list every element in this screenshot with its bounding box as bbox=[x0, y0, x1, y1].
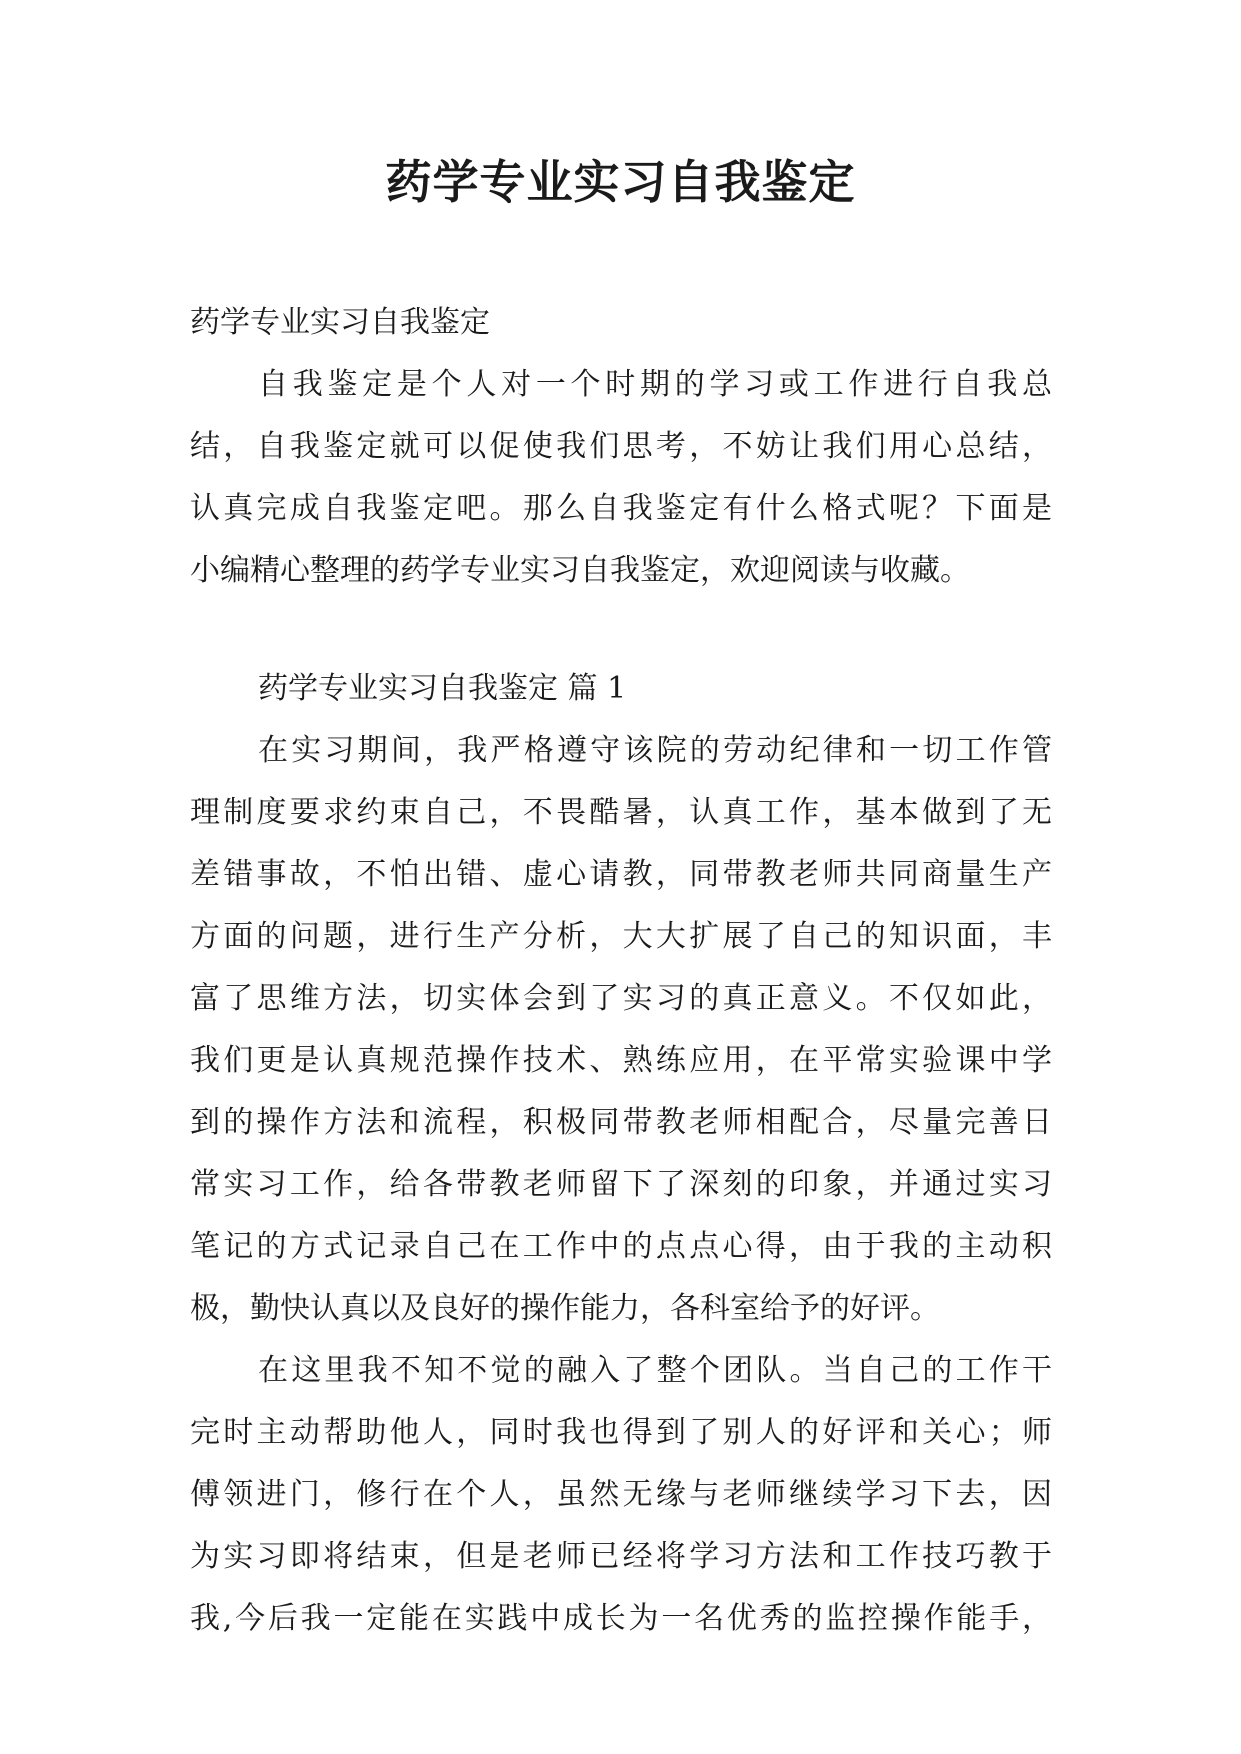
paragraph-line: 在实习期间，我严格遵守该院的劳动纪律和一切工作管 bbox=[258, 733, 1052, 768]
paragraph-line: 笔记的方式记录自己在工作中的点点心得，由于我的主动积 bbox=[190, 1229, 1052, 1264]
section-paragraph-1 bbox=[190, 720, 1052, 1340]
paragraph-gap bbox=[190, 602, 1052, 658]
paragraph-line: 常实习工作，给各带教老师留下了深刻的印象，并通过实习 bbox=[190, 1167, 1052, 1202]
paragraph-line: 到的操作方法和流程，积极同带教老师相配合，尽量完善日 bbox=[190, 1105, 1052, 1140]
paragraph-line: 在这里我不知不觉的融入了整个团队。当自己的工作干 bbox=[258, 1353, 1052, 1388]
paragraph-line: 富了思维方法，切实体会到了实习的真正意义。不仅如此， bbox=[190, 981, 1052, 1016]
section-paragraph-2 bbox=[190, 1340, 1052, 1650]
paragraph-line: 完时主动帮助他人，同时我也得到了别人的好评和关心；师 bbox=[190, 1415, 1052, 1450]
intro-line: 自我鉴定是个人对一个时期的学习或工作进行自我总 bbox=[258, 367, 1052, 402]
document-subtitle: 药学专业实习自我鉴定 bbox=[190, 305, 490, 340]
document-title: 药学专业实习自我鉴定 bbox=[385, 155, 856, 209]
paragraph-line: 傅领进门，修行在个人，虽然无缘与老师继续学习下去，因 bbox=[190, 1477, 1052, 1512]
intro-line: 认真完成自我鉴定吧。那么自我鉴定有什么格式呢？下面是 bbox=[190, 491, 1052, 526]
section-heading: 药学专业实习自我鉴定 篇 1 bbox=[258, 671, 627, 706]
paragraph-line: 差错事故，不怕出错、虚心请教，同带教老师共同商量生产 bbox=[190, 857, 1052, 892]
paragraph-line: 我们更是认真规范操作技术、熟练应用，在平常实验课中学 bbox=[190, 1043, 1052, 1078]
intro-line: 结，自我鉴定就可以促使我们思考，不妨让我们用心总结， bbox=[190, 429, 1052, 464]
paragraph-line: 极，勤快认真以及良好的操作能力，各科室给予的好评。 bbox=[190, 1291, 940, 1326]
paragraph-line: 理制度要求约束自己，不畏酷暑，认真工作，基本做到了无 bbox=[190, 795, 1052, 830]
document-body bbox=[190, 292, 1052, 1650]
intro-paragraph bbox=[190, 354, 1052, 602]
intro-line: 小编精心整理的药学专业实习自我鉴定，欢迎阅读与收藏。 bbox=[190, 553, 970, 588]
paragraph-line: 我,今后我一定能在实践中成长为一名优秀的监控操作能手， bbox=[190, 1601, 1052, 1636]
paragraph-line: 为实习即将结束，但是老师已经将学习方法和工作技巧教于 bbox=[190, 1539, 1052, 1574]
paragraph-line: 方面的问题，进行生产分析，大大扩展了自己的知识面，丰 bbox=[190, 919, 1052, 954]
